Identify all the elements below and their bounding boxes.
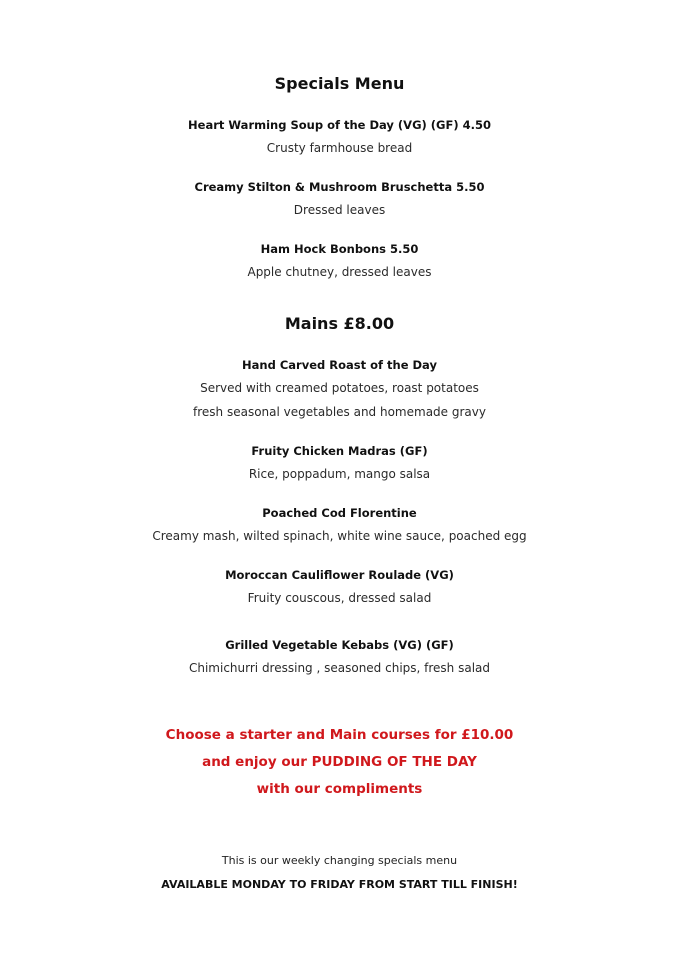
- menu-item-bruschetta-name: Creamy Stilton & Mushroom Bruschetta 5.50: [194, 180, 485, 194]
- menu-item-cod-desc: Creamy mash, wilted spinach, white wine sauce, poached egg: [152, 529, 527, 543]
- menu-item-roast-desc: Served with creamed potatoes, roast potatoes: [200, 381, 479, 395]
- menu-item-soup-name: Heart Warming Soup of the Day (VG) (GF) 4.50: [188, 118, 491, 132]
- menu-item-bruschetta-desc: Dressed leaves: [293, 203, 386, 217]
- menu-item-roulade-desc: Fruity couscous, dressed salad: [247, 591, 432, 605]
- menu-item-bonbons-name: Ham Hock Bonbons 5.50: [260, 242, 419, 256]
- footer-availability: AVAILABLE MONDAY TO FRIDAY FROM START TILL FINISH!: [161, 878, 518, 891]
- specials-title: Specials Menu: [274, 74, 405, 93]
- menu-item-kebabs-desc: Chimichurri dressing , seasoned chips, fresh salad: [188, 661, 491, 675]
- menu-item-bonbons-desc: Apple chutney, dressed leaves: [247, 265, 432, 279]
- mains-title: Mains £8.00: [284, 314, 395, 333]
- offer-line-1: Choose a starter and Main courses for £10.00: [165, 727, 514, 743]
- offer-line-2: and enjoy our PUDDING OF THE DAY: [202, 754, 477, 770]
- menu-item-madras-name: Fruity Chicken Madras (GF): [251, 444, 428, 458]
- footer-note: This is our weekly changing specials menu: [221, 854, 458, 867]
- menu-item-soup-desc: Crusty farmhouse bread: [266, 141, 413, 155]
- menu-item-cod-name: Poached Cod Florentine: [262, 506, 417, 520]
- menu-item-kebabs-name: Grilled Vegetable Kebabs (VG) (GF): [225, 638, 454, 652]
- menu-item-madras-desc: Rice, poppadum, mango salsa: [248, 467, 431, 481]
- menu-item-roast-name: Hand Carved Roast of the Day: [242, 358, 437, 372]
- menu-item-roulade-name: Moroccan Cauliflower Roulade (VG): [225, 568, 454, 582]
- menu-item-roast-desc-2: fresh seasonal vegetables and homemade gravy: [193, 405, 486, 419]
- offer-line-3: with our compliments: [256, 781, 423, 797]
